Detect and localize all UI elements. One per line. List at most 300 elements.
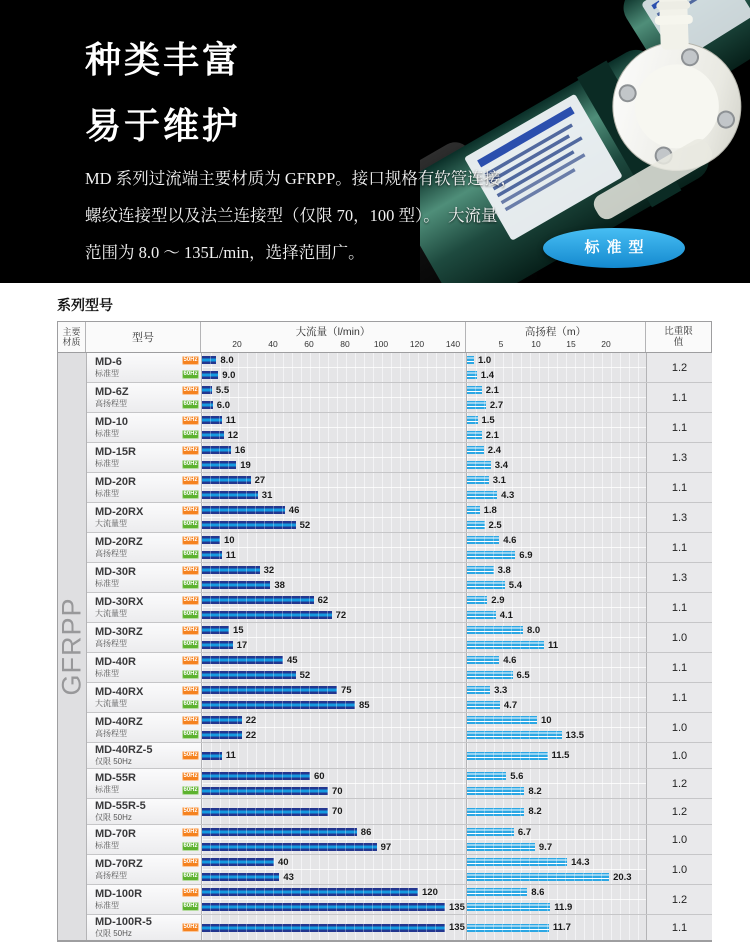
gravity-limit-value: 1.0 xyxy=(647,713,712,742)
flow-chart-cell xyxy=(202,443,467,472)
hz-badge-50: 50Hz xyxy=(183,627,198,634)
flow-bar xyxy=(202,506,285,514)
gravity-limit-value: 1.1 xyxy=(647,593,712,622)
flow-value: 19 xyxy=(240,459,251,471)
flow-bar-row xyxy=(202,825,466,839)
flow-chart-cell xyxy=(202,769,467,798)
model-group xyxy=(87,382,712,412)
head-value: 11.9 xyxy=(554,901,573,913)
model-subtype: 标准型 xyxy=(95,901,119,910)
flow-bar-row xyxy=(202,839,466,854)
model-cell xyxy=(87,623,202,652)
model-subtype: 高扬程型 xyxy=(95,549,127,558)
model-cell xyxy=(87,383,202,412)
header-head-label: 高扬程（m） xyxy=(524,326,587,338)
flow-bar-row xyxy=(202,397,466,412)
flow-bar-row xyxy=(202,533,466,547)
flow-bar xyxy=(202,888,418,896)
head-bar-row xyxy=(467,413,646,427)
table-header-row xyxy=(58,322,711,353)
flow-value: 120 xyxy=(422,886,438,898)
head-chart-cell xyxy=(467,713,647,742)
flow-tick-label: 140 xyxy=(445,339,461,349)
flow-bar xyxy=(202,828,357,836)
model-cell xyxy=(87,915,202,940)
flow-value: 5.5 xyxy=(215,384,230,396)
flow-value: 70 xyxy=(332,806,343,817)
flow-chart-cell xyxy=(202,563,467,592)
model-cell xyxy=(87,443,202,472)
hz-badges xyxy=(182,800,199,823)
flow-bar xyxy=(202,476,251,484)
hz-badges xyxy=(182,684,199,711)
head-bar xyxy=(467,476,489,484)
flow-bar-row xyxy=(202,367,466,382)
head-value: 8.0 xyxy=(527,624,541,636)
model-name: MD-40RZ xyxy=(95,716,143,728)
head-bar xyxy=(467,772,506,780)
head-chart-cell xyxy=(467,533,647,562)
flow-bar xyxy=(202,731,242,739)
head-value: 5.4 xyxy=(508,579,523,591)
flow-bar-row xyxy=(202,637,466,652)
gravity-limit-value: 1.2 xyxy=(647,353,712,382)
flow-value: 32 xyxy=(263,564,275,576)
flow-value: 43 xyxy=(283,871,294,883)
flow-value: 17 xyxy=(236,639,248,651)
head-bar xyxy=(467,416,478,424)
head-chart-cell xyxy=(467,503,647,532)
head-chart-cell xyxy=(467,743,647,768)
head-value: 2.7 xyxy=(489,399,504,411)
head-value: 11.7 xyxy=(552,922,571,933)
head-bar-row xyxy=(467,517,646,532)
head-bar xyxy=(467,671,513,679)
flow-bar-row xyxy=(202,683,466,697)
flow-chart-cell xyxy=(202,743,467,768)
flow-bar xyxy=(202,626,229,634)
flow-value: 60 xyxy=(314,770,325,782)
model-name: MD-100R xyxy=(95,888,143,900)
head-bar xyxy=(467,446,484,454)
head-bar-row xyxy=(467,697,646,712)
head-bar-row xyxy=(467,487,646,502)
hz-badge-60: 60Hz xyxy=(183,730,198,737)
gravity-limit-value: 1.3 xyxy=(647,443,712,472)
spec-section xyxy=(0,295,750,942)
flow-bar xyxy=(202,461,236,469)
table-body xyxy=(58,353,711,940)
flow-chart-cell xyxy=(202,413,467,442)
head-bar xyxy=(467,371,477,379)
flow-bar-row xyxy=(202,885,466,899)
head-bar xyxy=(467,808,524,816)
flow-bar xyxy=(202,491,258,499)
model-name: MD-10 xyxy=(95,416,129,428)
flow-bar xyxy=(202,401,213,409)
flow-value: 86 xyxy=(360,826,372,838)
model-text xyxy=(95,888,142,911)
head-bar xyxy=(467,491,497,499)
head-bar xyxy=(467,873,609,881)
head-value: 5.6 xyxy=(510,770,524,782)
head-value: 14.3 xyxy=(571,856,590,868)
flow-value: 11 xyxy=(225,549,236,561)
flow-bar-row xyxy=(202,653,466,667)
flow-value: 12 xyxy=(227,429,239,441)
flow-tick-label: 20 xyxy=(232,339,242,349)
hz-badge-50: 50Hz xyxy=(183,889,198,896)
flow-bar xyxy=(202,858,274,866)
head-bar-row xyxy=(467,783,646,798)
flow-bar-row xyxy=(202,915,466,940)
hz-badges xyxy=(182,826,199,853)
flow-bar xyxy=(202,716,242,724)
hz-badge-60: 60Hz xyxy=(183,580,198,587)
flow-chart-cell xyxy=(202,503,467,532)
hz-badge-60: 60Hz xyxy=(183,460,198,467)
flow-bar xyxy=(202,431,224,439)
hz-badge-60: 60Hz xyxy=(183,842,198,849)
head-value: 9.7 xyxy=(538,841,553,853)
model-text xyxy=(95,916,152,939)
flow-value: 40 xyxy=(278,856,289,868)
model-cell xyxy=(87,743,202,768)
hz-badge-50: 50Hz xyxy=(183,808,198,814)
head-bar xyxy=(467,641,544,649)
model-cell xyxy=(87,683,202,712)
hz-badge-60: 60Hz xyxy=(183,550,198,557)
head-value: 4.7 xyxy=(503,699,518,711)
hero-paragraph xyxy=(85,160,585,271)
hz-badges xyxy=(182,770,199,797)
model-name: MD-100R-5 xyxy=(95,916,152,928)
head-value: 6.7 xyxy=(517,826,532,838)
flow-bar-row xyxy=(202,727,466,742)
model-text xyxy=(95,772,136,795)
flow-chart-cell xyxy=(202,593,467,622)
model-subtype: 高扬程型 xyxy=(95,729,127,738)
head-chart-cell xyxy=(467,563,647,592)
gravity-limit-value: 1.2 xyxy=(647,799,712,824)
flow-value: 11 xyxy=(225,414,236,426)
hz-badge-50: 50Hz xyxy=(183,567,198,574)
hz-badges xyxy=(182,474,199,501)
head-bar-row xyxy=(467,637,646,652)
flow-value: 15 xyxy=(233,624,244,636)
model-cell xyxy=(87,713,202,742)
model-group xyxy=(87,412,712,442)
header-flow-label: 大流量（l/min） xyxy=(295,326,371,338)
model-group xyxy=(87,712,712,742)
flow-value: 135 xyxy=(449,901,465,913)
head-tick-label: 15 xyxy=(566,339,576,349)
hz-badge-60: 60Hz xyxy=(183,700,198,707)
head-bar-row xyxy=(467,839,646,854)
head-value: 2.1 xyxy=(485,429,499,441)
hz-badge-60: 60Hz xyxy=(183,670,198,677)
model-text xyxy=(95,416,128,439)
header-head xyxy=(466,322,646,352)
model-name: MD-40R xyxy=(95,656,136,668)
model-subtype: 大流量型 xyxy=(95,519,127,528)
gravity-limit-value: 1.1 xyxy=(647,683,712,712)
model-cell xyxy=(87,413,202,442)
head-bar-row xyxy=(467,683,646,697)
model-name: MD-30RZ xyxy=(95,626,143,638)
flow-chart-cell xyxy=(202,473,467,502)
head-bar-row xyxy=(467,769,646,783)
flow-bar-row xyxy=(202,869,466,884)
head-chart-cell xyxy=(467,623,647,652)
model-cell xyxy=(87,593,202,622)
gravity-limit-value: 1.3 xyxy=(647,563,712,592)
model-subtype: 标准型 xyxy=(95,369,119,378)
model-name: MD-70RZ xyxy=(95,858,143,870)
model-group xyxy=(87,768,712,798)
hz-badge-60: 60Hz xyxy=(183,610,198,617)
model-group xyxy=(87,532,712,562)
flow-bar-row xyxy=(202,593,466,607)
model-cell xyxy=(87,799,202,824)
head-bar xyxy=(467,858,567,866)
flow-bar-row xyxy=(202,503,466,517)
header-limit: 比重限值 xyxy=(664,326,693,348)
flow-value: 135 xyxy=(449,922,465,933)
flow-bar-row xyxy=(202,697,466,712)
head-value: 1.8 xyxy=(483,504,497,516)
head-bar xyxy=(467,843,535,851)
head-value: 4.6 xyxy=(503,534,517,546)
head-bar xyxy=(467,924,549,932)
flow-chart-cell xyxy=(202,799,467,824)
flow-bar xyxy=(202,656,283,664)
head-bar xyxy=(467,356,474,364)
flow-value: 46 xyxy=(288,504,300,516)
model-text xyxy=(95,858,143,881)
gravity-limit-value: 1.2 xyxy=(647,885,712,914)
flow-value: 31 xyxy=(261,489,273,501)
model-group xyxy=(87,798,712,824)
hz-badges xyxy=(182,594,199,621)
hz-badge-60: 60Hz xyxy=(183,400,198,407)
flow-chart-cell xyxy=(202,623,467,652)
hz-badges xyxy=(182,384,199,411)
flow-value: 6.0 xyxy=(216,399,231,411)
hz-badge-60: 60Hz xyxy=(183,430,198,437)
flow-bar-row xyxy=(202,413,466,427)
model-subtype: 仅限 50Hz xyxy=(95,813,132,822)
flow-value: 27 xyxy=(254,474,266,486)
head-bar xyxy=(467,536,499,544)
flow-value: 70 xyxy=(332,785,343,797)
gravity-limit-value: 1.1 xyxy=(647,413,712,442)
model-subtype: 标准型 xyxy=(95,489,119,498)
head-bar xyxy=(467,551,515,559)
head-bar-row xyxy=(467,915,646,940)
head-bar xyxy=(467,431,482,439)
flow-tick-label: 40 xyxy=(268,339,278,349)
head-value: 11.5 xyxy=(551,750,570,761)
model-subtype: 标准型 xyxy=(95,785,119,794)
model-text xyxy=(95,744,152,767)
material-label: GFRPP xyxy=(56,597,87,696)
model-group xyxy=(87,742,712,768)
model-cell xyxy=(87,473,202,502)
model-group xyxy=(87,682,712,712)
hz-badges xyxy=(182,534,199,561)
model-cell xyxy=(87,769,202,798)
flow-bar xyxy=(202,596,314,604)
flow-bar xyxy=(202,641,233,649)
flow-value: 22 xyxy=(245,714,257,726)
head-bar-row xyxy=(467,533,646,547)
model-cell xyxy=(87,653,202,682)
head-value: 8.2 xyxy=(528,785,542,797)
flow-bar xyxy=(202,551,222,559)
model-text xyxy=(95,506,143,529)
hz-badges xyxy=(182,564,199,591)
hz-badge-50: 50Hz xyxy=(183,357,198,364)
head-value: 4.6 xyxy=(503,654,517,666)
model-name: MD-6 xyxy=(95,356,122,368)
model-cell xyxy=(87,503,202,532)
head-chart-cell xyxy=(467,653,647,682)
head-value: 20.3 xyxy=(613,871,632,883)
flow-tick-label: 100 xyxy=(373,339,389,349)
model-name: MD-55R xyxy=(95,772,136,784)
hz-badge-50: 50Hz xyxy=(183,597,198,604)
model-text xyxy=(95,800,146,823)
hero-banner xyxy=(0,0,750,283)
head-bar xyxy=(467,626,523,634)
flow-bar-row xyxy=(202,427,466,442)
model-text xyxy=(95,476,136,499)
flow-bar-row xyxy=(202,667,466,682)
hero-title-line2: 易于维护 xyxy=(85,106,242,146)
model-name: MD-20R xyxy=(95,476,136,488)
model-text xyxy=(95,386,129,409)
head-bar xyxy=(467,716,537,724)
head-bar-row xyxy=(467,623,646,637)
head-bar-row xyxy=(467,899,646,914)
head-value: 6.5 xyxy=(516,669,530,681)
head-value: 2.4 xyxy=(487,444,502,456)
head-bar-row xyxy=(467,547,646,562)
flow-value: 16 xyxy=(234,444,246,456)
gravity-limit-value: 1.1 xyxy=(647,533,712,562)
flow-bar-row xyxy=(202,443,466,457)
flow-bar xyxy=(202,356,216,364)
flow-value: 8.0 xyxy=(220,354,234,366)
flow-bar-row xyxy=(202,577,466,592)
head-bar xyxy=(467,521,485,529)
flow-bar-row xyxy=(202,517,466,532)
hz-badges xyxy=(182,856,199,883)
head-bar-row xyxy=(467,869,646,884)
model-cell xyxy=(87,563,202,592)
hz-badge-50: 50Hz xyxy=(183,924,198,930)
flow-chart-cell xyxy=(202,383,467,412)
hz-badges xyxy=(182,744,199,767)
head-bar xyxy=(467,888,527,896)
flow-bar-row xyxy=(202,713,466,727)
head-bar-row xyxy=(467,577,646,592)
flow-chart-cell xyxy=(202,533,467,562)
head-bar-row xyxy=(467,825,646,839)
head-value: 4.1 xyxy=(499,609,513,621)
head-value: 3.1 xyxy=(492,474,506,486)
model-group xyxy=(87,854,712,884)
flow-value: 75 xyxy=(341,684,352,696)
gravity-limit-value: 1.0 xyxy=(647,825,712,854)
head-chart-cell xyxy=(467,915,647,940)
model-group xyxy=(87,442,712,472)
model-name: MD-30R xyxy=(95,566,136,578)
head-chart-cell xyxy=(467,855,647,884)
model-subtype: 仅限 50Hz xyxy=(95,929,132,938)
head-bar xyxy=(467,828,514,836)
flow-value: 10 xyxy=(224,534,235,546)
flow-bar xyxy=(202,521,296,529)
model-cell xyxy=(87,353,202,382)
head-bar-row xyxy=(467,743,646,768)
model-subtype: 标准型 xyxy=(95,579,119,588)
section-title: 系列型号 xyxy=(57,297,113,313)
hz-badge-60: 60Hz xyxy=(183,902,198,909)
head-bar-row xyxy=(467,563,646,577)
hz-badges xyxy=(182,624,199,651)
hz-badge-50: 50Hz xyxy=(183,687,198,694)
head-bar-row xyxy=(467,473,646,487)
flow-axis-ticks xyxy=(201,339,465,352)
head-bar xyxy=(467,787,524,795)
model-subtype: 大流量型 xyxy=(95,699,127,708)
flow-bar-row xyxy=(202,383,466,397)
head-bar-row xyxy=(467,713,646,727)
head-value: 1.0 xyxy=(478,354,492,366)
head-chart-cell xyxy=(467,443,647,472)
flow-bar xyxy=(202,536,220,544)
head-chart-cell xyxy=(467,413,647,442)
hz-badge-50: 50Hz xyxy=(183,829,198,836)
flow-bar-row xyxy=(202,473,466,487)
model-group xyxy=(87,884,712,914)
flow-value: 22 xyxy=(245,729,257,741)
head-chart-cell xyxy=(467,683,647,712)
head-value: 2.5 xyxy=(488,519,502,531)
model-subtype: 标准型 xyxy=(95,669,119,678)
model-subtype: 仅限 50Hz xyxy=(95,757,132,766)
head-bar xyxy=(467,596,487,604)
hz-badge-50: 50Hz xyxy=(183,387,198,394)
series-spec-table xyxy=(57,321,712,942)
head-bar-row xyxy=(467,855,646,869)
model-text xyxy=(95,536,143,559)
flow-bar-row xyxy=(202,353,466,367)
hz-badge-50: 50Hz xyxy=(183,507,198,514)
hz-badges xyxy=(182,354,199,381)
head-value: 8.6 xyxy=(531,886,545,898)
flow-chart-cell xyxy=(202,683,467,712)
head-bar xyxy=(467,506,480,514)
hz-badges xyxy=(182,916,199,939)
flow-bar-row xyxy=(202,563,466,577)
hz-badge-50: 50Hz xyxy=(183,717,198,724)
hz-badge-50: 50Hz xyxy=(183,417,198,424)
hero-title-line1: 种类丰富 xyxy=(85,40,242,80)
head-value: 1.5 xyxy=(481,414,495,426)
